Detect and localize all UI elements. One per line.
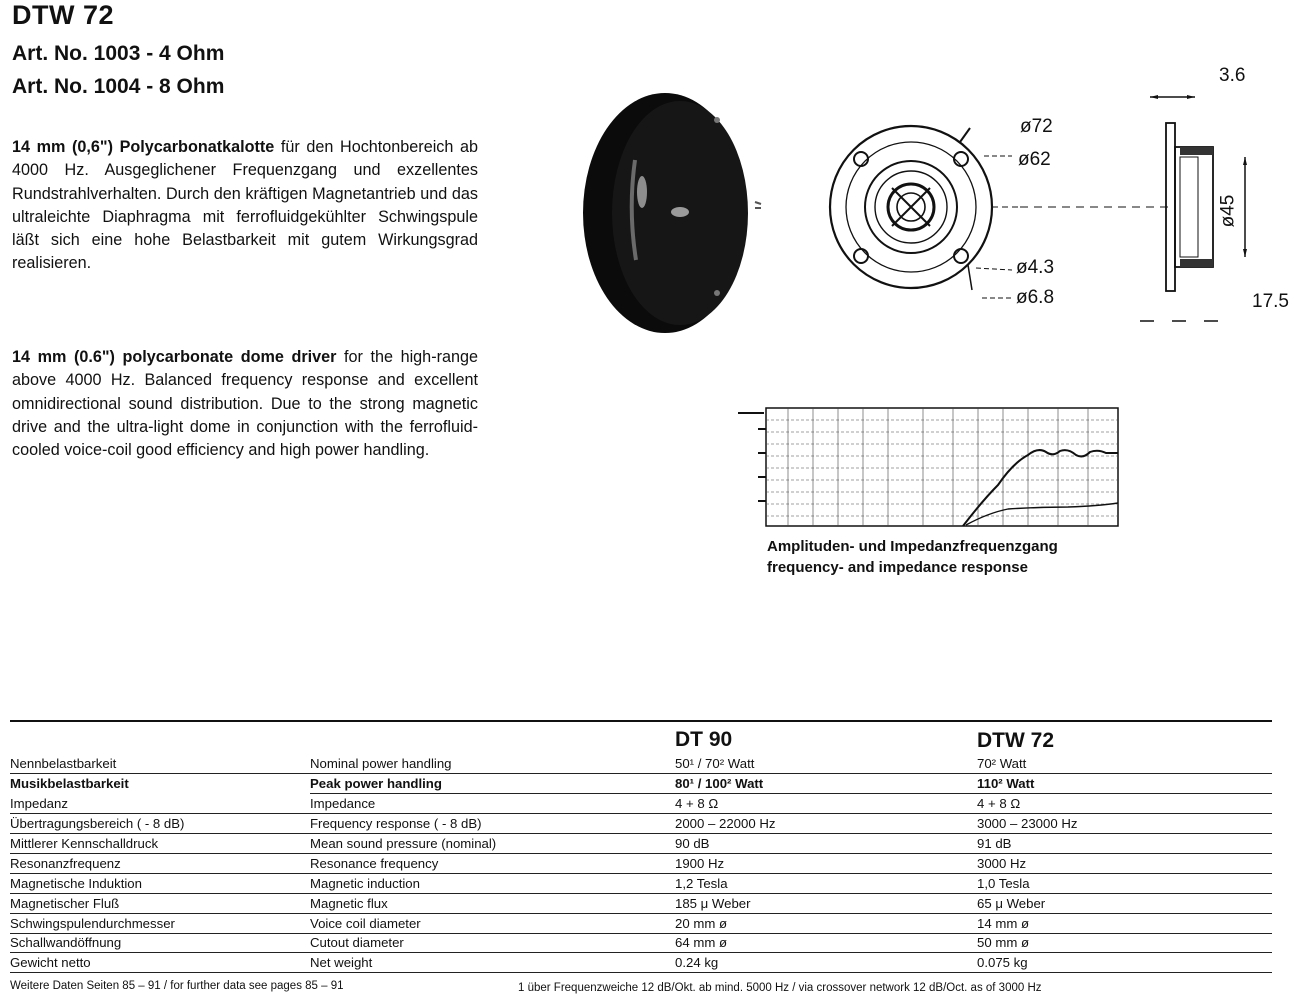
spec-value-dtw72: 70² Watt (977, 756, 1027, 771)
spec-value-dt90: 20 mm ø (675, 916, 728, 931)
article-number-4ohm: Art. No. 1003 - 4 Ohm (12, 42, 225, 65)
table-row (10, 794, 1272, 814)
spec-label-en: Magnetic flux (310, 896, 388, 911)
spec-value-dtw72: 0.075 kg (977, 955, 1028, 970)
footer-further-data: Weitere Daten Seiten 85 – 91 / for further data see pages 85 – 91 (10, 980, 344, 992)
side-profile-drawing (1020, 85, 1280, 335)
table-row (10, 754, 1272, 774)
spec-value-dtw72: 91 dB (977, 836, 1012, 851)
table-row (10, 953, 1272, 973)
dimension-outer-diameter: ø72 (1020, 116, 1053, 137)
spec-value-dt90: 50¹ / 70² Watt (675, 756, 755, 771)
description-english (12, 346, 478, 462)
spec-label-en: Impedance (310, 796, 376, 811)
table-top-rule (10, 720, 1272, 722)
dimension-hole-diameter: ø4.3 (1016, 257, 1055, 278)
spec-value-dt90: 185 μ Weber (675, 896, 751, 911)
spec-label-en: Net weight (310, 955, 373, 970)
dimension-leaders (960, 120, 1020, 310)
spec-label-de: Gewicht netto (10, 955, 91, 970)
spec-label-en: Resonance frequency (310, 856, 439, 871)
description-german-lead: 14 mm (0,6") Polycarbonatkalotte (12, 138, 275, 156)
spec-value-dtw72: 110² Watt (977, 776, 1035, 791)
spec-value-dt90: 4 + 8 Ω (675, 796, 719, 811)
dimension-hole-head-diameter: ø6.8 (1016, 287, 1055, 308)
table-row (10, 933, 1272, 953)
table-row (10, 894, 1272, 914)
footer-crossover-note: 1 über Frequenzweiche 12 dB/Okt. ab mind. 5000 Hz / via crossover network 12 dB/Oct. as of 3000 Hz (518, 982, 1042, 994)
dimension-body-diameter: ø45 (1217, 194, 1239, 228)
spec-label-de: Resonanzfrequenz (10, 856, 121, 871)
spec-label-en: Nominal power handling (310, 756, 452, 771)
article-number-8ohm: Art. No. 1004 - 8 Ohm (12, 75, 225, 98)
spec-value-dtw72: 1,0 Tesla (977, 876, 1030, 891)
spec-label-de: Nennbelastbarkeit (10, 756, 117, 771)
spec-label-de: Übertragungsbereich ( - 8 dB) (10, 816, 185, 831)
spec-value-dtw72: 50 mm ø (977, 935, 1030, 950)
spec-label-en: Frequency response ( - 8 dB) (310, 816, 482, 831)
table-row (10, 874, 1272, 894)
spec-label-en: Voice coil diameter (310, 916, 421, 931)
spec-value-dtw72: 4 + 8 Ω (977, 796, 1021, 811)
dimension-flange: 3.6 (1219, 65, 1246, 86)
spec-label-de: Magnetischer Fluß (10, 896, 120, 911)
column-header-dt90: DT 90 (675, 728, 733, 751)
dimension-depth: 17.5 (1252, 291, 1289, 312)
description-german (12, 136, 478, 276)
spec-value-dt90: 90 dB (675, 836, 710, 851)
description-german-body: für den Hochtonbereich ab 4000 Hz. Ausgeglichener Frequenzgang und exzellentes Rundstrahlverhalten. Durch den kräftigen Magnetantrieb und das ultraleichte Diaphragma mit ferrofluidgekühlter Schwingspule läßt sich eine hohe Belastbarkeit mit gutem Wirkungsgrad realisieren. (12, 138, 479, 273)
column-header-dtw72: DTW 72 (977, 729, 1055, 752)
spec-label-de: Schwingspulendurchmesser (10, 916, 175, 931)
spec-value-dt90: 80¹ / 100² Watt (675, 776, 764, 791)
spec-label-de: Magnetische Induktion (10, 876, 142, 891)
spec-label-en: Cutout diameter (310, 935, 404, 950)
spec-value-dt90: 2000 – 22000 Hz (675, 816, 776, 831)
spec-label-de: Musikbelastbarkeit (10, 776, 129, 791)
spec-label-en: Magnetic induction (310, 876, 420, 891)
response-graph (738, 405, 1138, 530)
spec-value-dt90: 64 mm ø (675, 935, 728, 950)
spec-label-de: Schallwandöffnung (10, 935, 122, 950)
spec-value-dtw72: 65 μ Weber (977, 896, 1046, 911)
spec-value-dtw72: 3000 – 23000 Hz (977, 816, 1078, 831)
spec-value-dt90: 0.24 kg (675, 955, 719, 970)
graph-caption-english: frequency- and impedance response (767, 559, 1028, 576)
table-row (10, 914, 1272, 934)
description-english-lead: 14 mm (0.6") polycarbonate dome driver (12, 348, 337, 366)
table-row (10, 814, 1272, 834)
spec-label-de: Mittlerer Kennschalldruck (10, 836, 159, 851)
spec-value-dt90: 1,2 Tesla (675, 876, 728, 891)
spec-label-de: Impedanz (10, 796, 68, 811)
product-title: DTW 72 (12, 0, 115, 30)
tweeter-photo (570, 90, 790, 350)
description-english-body: for the high-range above 4000 Hz. Balanced frequency response and excellent omnidirectional sound distribution. Due to the strong magnetic drive and the ultra-light dome in conjunction with the ferrofluid-cooled voice-coil good efficiency and high power handling. (12, 348, 478, 460)
spec-label-en: Peak power handling (310, 776, 442, 791)
spec-label-en: Mean sound pressure (nominal) (310, 836, 497, 851)
table-row (10, 834, 1272, 854)
table-row (10, 854, 1272, 874)
table-row (10, 774, 1272, 794)
graph-caption-german: Amplituden- und Impedanzfrequenzgang (767, 538, 1058, 555)
spec-value-dt90: 1900 Hz (675, 856, 725, 871)
spec-value-dtw72: 3000 Hz (977, 856, 1027, 871)
dimension-mount-diameter: ø62 (1018, 149, 1051, 170)
spec-value-dtw72: 14 mm ø (977, 916, 1030, 931)
